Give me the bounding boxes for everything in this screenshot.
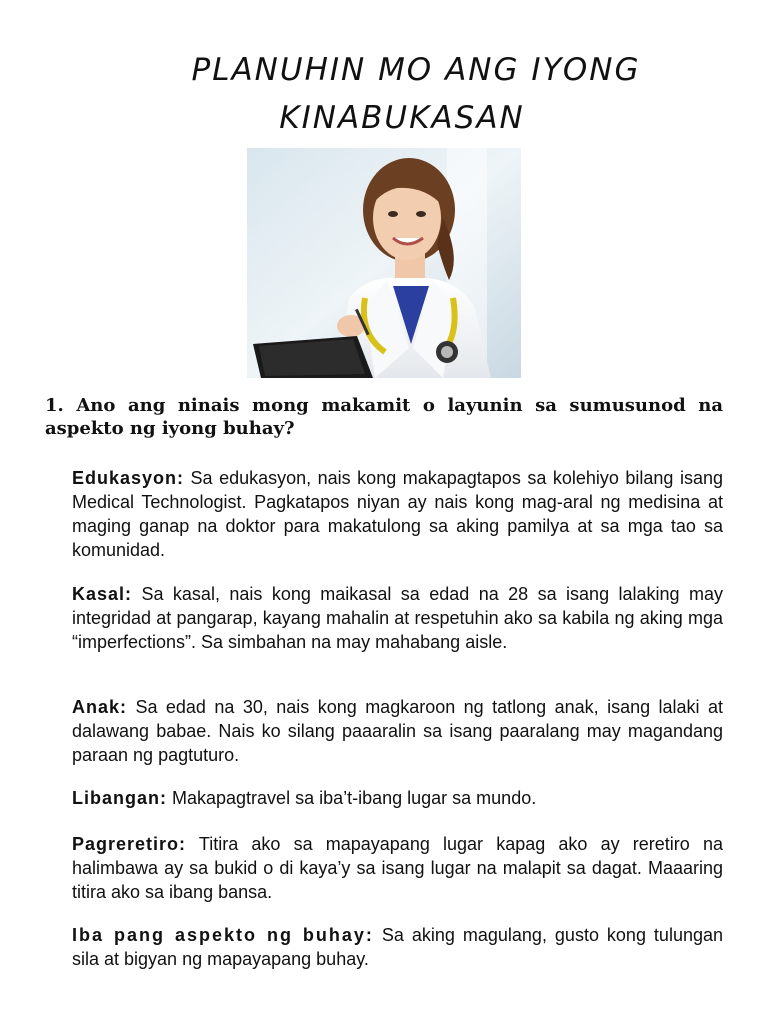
page-title-line-1: PLANUHIN MO ANG IYONG xyxy=(191,52,641,88)
section-edukasyon xyxy=(72,466,723,562)
section-body: Titira ako sa mapayapang lugar kapag ako ay reretiro na halimbawa ay sa bukid o di kaya’y sa isang lugar na malapit sa dagat. Maaaring titira ako sa ibang bansa. xyxy=(72,834,723,902)
question-text: 1. Ano ang ninais mong makamit o layunin sa sumusunod na aspekto ng iyong buhay? xyxy=(45,395,723,439)
page-title-line-2: KINABUKASAN xyxy=(279,100,525,136)
section-heading: Kasal: xyxy=(72,584,133,604)
section-body: Sa edukasyon, nais kong makapagtapos sa kolehiyo bilang isang Medical Technologist. Pagkatapos niyan ay nais kong mag-aral ng medisina at maging ganap na doktor para makatulong sa aking pamilya at sa mga tao sa komunidad. xyxy=(72,468,723,560)
section-body: Sa kasal, nais kong maikasal sa edad na 28 sa isang lalaking may integridad at pangarap, kayang mahalin at respetuhin ako sa kabila ng aking mga “imperfections”. Sa simbahan na may mahabang aisle. xyxy=(72,584,723,652)
section-pagreretiro xyxy=(72,832,723,904)
section-iba-pang-aspekto xyxy=(72,923,723,971)
section-heading: Pagreretiro: xyxy=(72,834,187,854)
section-heading: Iba pang aspekto ng buhay: xyxy=(72,925,374,945)
section-heading: Libangan: xyxy=(72,788,167,808)
section-heading: Edukasyon: xyxy=(72,468,185,488)
section-anak xyxy=(72,695,723,767)
section-body: Sa edad na 30, nais kong magkaroon ng tatlong anak, isang lalaki at dalawang babae. Nais ko silang paaaralin sa isang paaralang may magandang paraan ng pagtuturo. xyxy=(72,697,723,765)
doctor-photo xyxy=(247,148,521,378)
section-heading: Anak: xyxy=(72,697,128,717)
section-body: Sa aking magulang, gusto kong tulungan sila at bigyan ng mapayapang buhay. xyxy=(72,925,723,969)
section-libangan xyxy=(72,786,723,810)
section-kasal xyxy=(72,582,723,654)
section-body: Makapagtravel sa iba’t-ibang lugar sa mundo. xyxy=(167,788,537,808)
